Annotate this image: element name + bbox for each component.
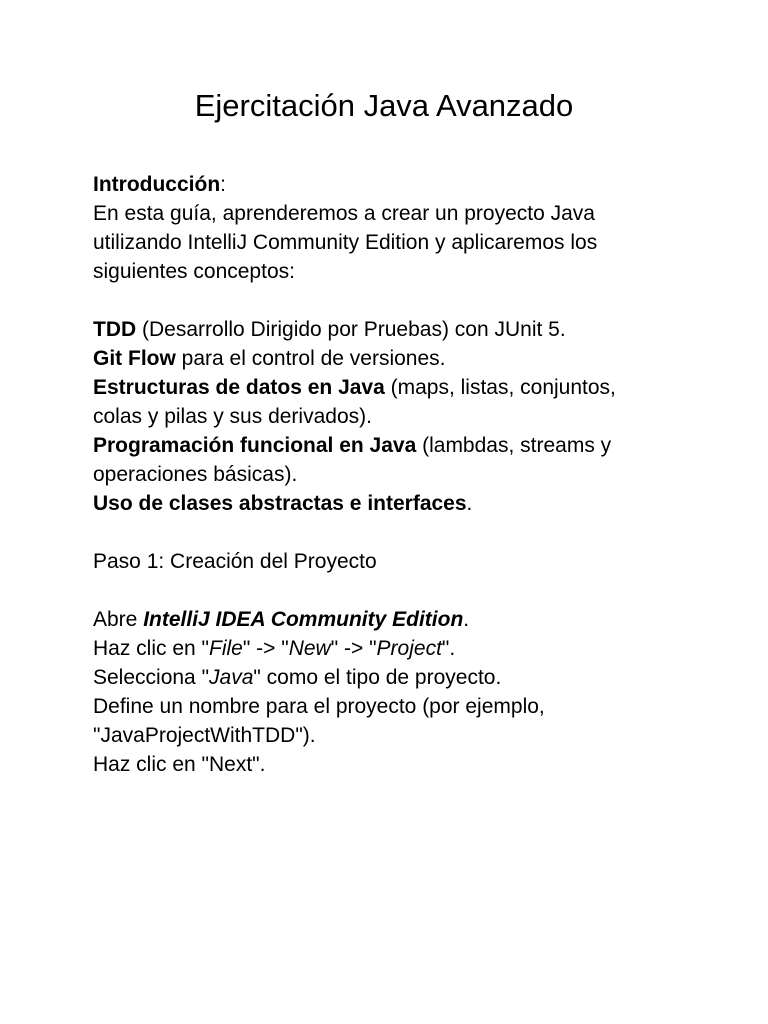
step1-click-post: ". xyxy=(441,637,456,660)
step1-click-mid2: " -> " xyxy=(330,637,377,660)
concept-functional-cont: operaciones básicas). xyxy=(93,463,298,486)
step1-open-app: IntelliJ IDEA Community Edition xyxy=(143,608,464,631)
step1-define-cont: "JavaProjectWithTDD"). xyxy=(93,724,316,747)
step1-click-new: New xyxy=(288,637,331,660)
intro-heading: Introducción xyxy=(93,173,221,196)
intro-line-2: utilizando IntelliJ Community Edition y aplicaremos los xyxy=(93,231,598,254)
concept-git-label: Git Flow xyxy=(93,347,176,370)
document-body xyxy=(93,170,713,779)
intro-line-3: siguientes conceptos: xyxy=(93,260,295,283)
step1-open xyxy=(93,605,713,634)
concept-git-text: para el control de versiones. xyxy=(175,347,446,370)
paragraph-gap xyxy=(93,286,713,315)
concept-functional-text: (lambdas, streams y xyxy=(416,434,612,457)
concept-abstract xyxy=(93,489,713,518)
intro-heading-line xyxy=(93,170,713,199)
concept-structures xyxy=(93,373,713,402)
concept-abstract-text: . xyxy=(466,492,473,515)
step1-select-pre: Selecciona " xyxy=(93,666,210,689)
step1-click-file: File xyxy=(209,637,243,660)
concept-git xyxy=(93,344,713,373)
concept-functional xyxy=(93,431,713,460)
paragraph-gap xyxy=(93,518,713,547)
step1-heading: Paso 1: Creación del Proyecto xyxy=(93,550,377,573)
step1-click xyxy=(93,634,713,663)
page-title: Ejercitación Java Avanzado xyxy=(194,88,574,123)
concept-functional-label: Programación funcional en Java xyxy=(93,434,417,457)
concept-structures-text: (maps, listas, conjuntos, xyxy=(384,376,616,399)
step1-next: Haz clic en "Next". xyxy=(93,753,266,776)
step1-select-java: Java xyxy=(209,666,254,689)
step1-click-project: Project xyxy=(376,637,442,660)
step1-open-pre: Abre xyxy=(93,608,144,631)
step1-select xyxy=(93,663,713,692)
concept-tdd xyxy=(93,315,713,344)
step1-select-post: " como el tipo de proyecto. xyxy=(253,666,502,689)
intro-line-1: En esta guía, aprenderemos a crear un proyecto Java xyxy=(93,202,595,225)
concept-tdd-label: TDD xyxy=(93,318,137,341)
intro-heading-colon: : xyxy=(220,173,227,196)
step1-click-mid1: " -> " xyxy=(242,637,289,660)
step1-open-post: . xyxy=(463,608,470,631)
concept-structures-cont: colas y pilas y sus derivados). xyxy=(93,405,372,428)
concept-structures-label: Estructuras de datos en Java xyxy=(93,376,385,399)
concept-tdd-text: (Desarrollo Dirigido por Pruebas) con JUnit 5. xyxy=(136,318,566,341)
step1-define: Define un nombre para el proyecto (por ejemplo, xyxy=(93,695,545,718)
concept-abstract-label: Uso de clases abstractas e interfaces xyxy=(93,492,467,515)
step1-click-pre: Haz clic en " xyxy=(93,637,209,660)
paragraph-gap xyxy=(93,576,713,605)
